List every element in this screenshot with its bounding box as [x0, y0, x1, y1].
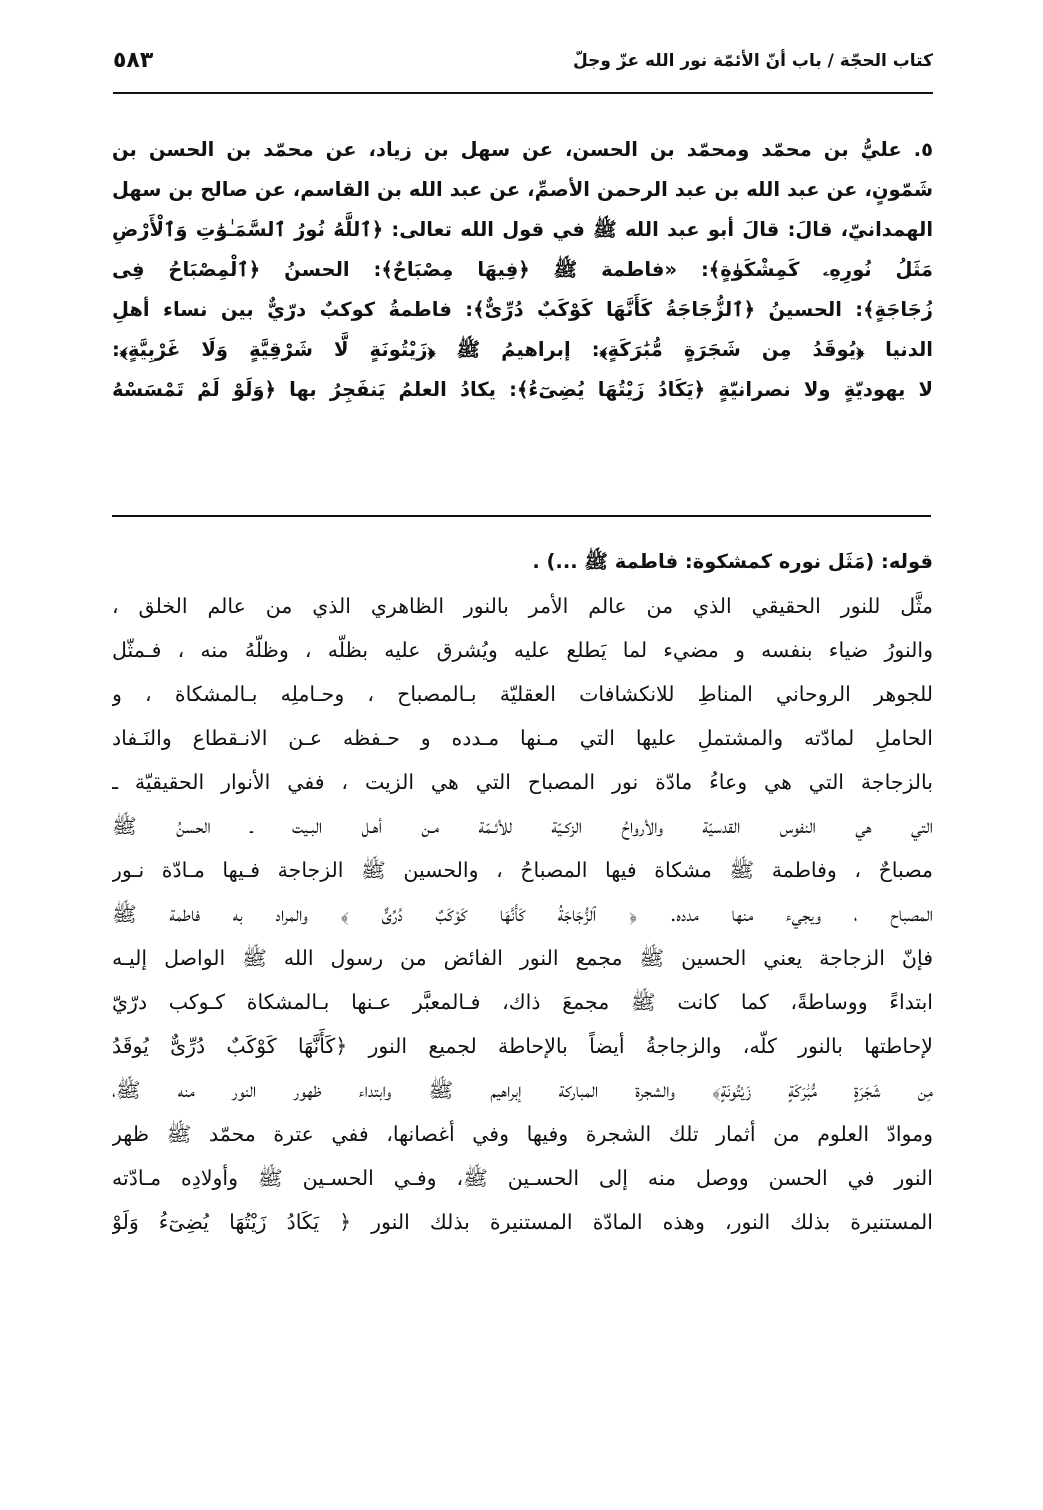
commentary-line: النور في الحسن ووصل منه إلى الحسـين ﷺ، وفـي الحسـين ﷺ وأولادِه مـادّته: [112, 1166, 933, 1190]
page-number: ٥٨٣: [113, 48, 154, 73]
running-header-title: كتاب الحجّة / باب أنّ الأئمّة نور الله عزّ وجلّ: [572, 51, 933, 71]
commentary-line: والنورُ ضياء بنفسه و مضيء لما يَطلع عليه ويُشرق عليه بظلّه ، وظلّهُ منه ، فـمثّل: [112, 638, 933, 662]
page-header: [113, 46, 933, 94]
commentary-line: لإحاطتها بالنور كلّه، والزجاجةُ أيضاً بالإحاطة لجميع النور ﴿كَأَنَّهَا كَوْكَبٌ دُرِّىٌّ يُوقَدُ: [112, 1034, 933, 1058]
commentary-line: فإنّ الزجاجة يعني الحسين ﷺ مجمع النور الفائض من رسول الله ﷺ الواصل إليـه: [112, 946, 933, 970]
commentary-line: وموادّ العلوم من أثمار تلك الشجرة وفيها وفي أغصانها، ففي عترة محمّد ﷺ ظهر: [112, 1122, 933, 1146]
commentary-line: مِن شَجَرَةٍ مُّبَٰرَكَةٍ زَيْتُونَةٍ﴾ والشجرة المباركة إبراهيم ﷺ وابتداء ظهور النور منه ﷺ،: [112, 1078, 933, 1102]
commentary-line: مثَّل للنور الحقيقي الذي من عالم الأمر بالنور الظاهري الذي من عالم الخلق ،: [112, 594, 933, 618]
hadith-line: الدنيا ﴿يُوقَدُ مِن شَجَرَةٍ مُّبَٰرَكَةٍ﴾: إبراهيمُ ﷺ ﴿زَيْتُونَةٍ لَّا شَرْقِيَّةٍ وَلَا غَرْبِيَّةٍ﴾:: [112, 338, 933, 361]
commentary-line: المستنيرة بذلك النور، وهذه المادّة المستنيرة بذلك النور ﴿ يَكَادُ زَيْتُهَا يُضِىٓءُ وَلَوْ: [112, 1210, 933, 1234]
commentary-line: بالزجاجة التي هي وعاءُ مادّة نور المصباح التي هي الزيت ، ففي الأنوار الحقيقيّة ـ: [112, 770, 933, 794]
commentary-line: الحاملِ لمادّته والمشتملِ عليها التي مـنها مـدده و حـفظه عـن الانـقطاع والنَـفاد: [112, 726, 933, 750]
hadith-line: شَمّونٍ، عن عبد الله بن عبد الرحمن الأصمِّ، عن عبد الله بن القاسم، عن صالح بن سهل: [112, 178, 933, 201]
commentary-line: ابتداءً ووساطةً، كما كانت ﷺ مجمعَ ذاك، فـالمعبَّر عـنها بـالمشكاة كـوكب درّيّ: [112, 990, 933, 1014]
hadith-line: ٥. عليُّ بن محمّد ومحمّد بن الحسن، عن سهل بن زياد، عن محمّد بن الحسن بن: [112, 138, 933, 161]
commentary-heading: قوله: (مَثَل نوره كمشكوة: فاطمة ﷺ ...) .: [532, 550, 933, 573]
footnote-separator: [112, 515, 931, 517]
hadith-line: مَثَلُ نُورِهِۦ كَمِشْكَوٰةٍ﴾: «فاطمة ﷺ ﴿فِيهَا مِصْبَاحٌ﴾: الحسنُ ﴿ٱلْمِصْبَاحُ فِى: [112, 258, 933, 281]
commentary-line: للجوهر الروحاني المناطِ للانكشافات العقليّة بـالمصباح ، وحـاملِه بـالمشكاة ، و: [112, 682, 933, 706]
commentary-line: مصباحٌ ، وفاطمة ﷺ مشكاة فيها المصباحُ ، والحسين ﷺ الزجاجة فـيها مـادّة نـور: [112, 858, 933, 882]
commentary-text: [112, 540, 933, 1244]
hadith-line: الهمدانيّ، قالَ: قالَ أبو عبد الله ﷺ في قول الله تعالى: ﴿ٱللَّهُ نُورُ ٱلسَّمَـٰوَٰتِ وَٱلْأَرْضِ: [112, 218, 933, 241]
hadith-text: [112, 130, 933, 410]
hadith-line: لا يهوديّةٍ ولا نصرانيّةٍ ﴿يَكَادُ زَيْتُهَا يُضِىٓءُ﴾: يكادُ العلمُ يَنفَجِرُ بها ﴿وَلَوْ لَمْ تَمْسَسْهُ: [112, 378, 933, 401]
commentary-line: التي هي النفوس القدسيّة والأرواحُ الزكـيّة للأئـمّة مـن أهـل البـيت ـ الحسنُ ﷺ: [112, 814, 933, 838]
commentary-line: المصباح ، ويجيء منها مدده. ﴿ ٱلزُّجَاجَةُ كَأَنَّهَا كَوْكَبٌ دُرِّىٌّ ﴾ والمراد به فاطمة ﷺ: [112, 902, 933, 926]
hadith-line: زُجَاجَةٍ﴾: الحسينُ ﴿ٱلزُّجَاجَةُ كَأَنَّهَا كَوْكَبٌ دُرِّىٌّ﴾: فاطمةُ كوكبٌ درّيٌّ بين نساء أهلِ: [112, 298, 933, 321]
